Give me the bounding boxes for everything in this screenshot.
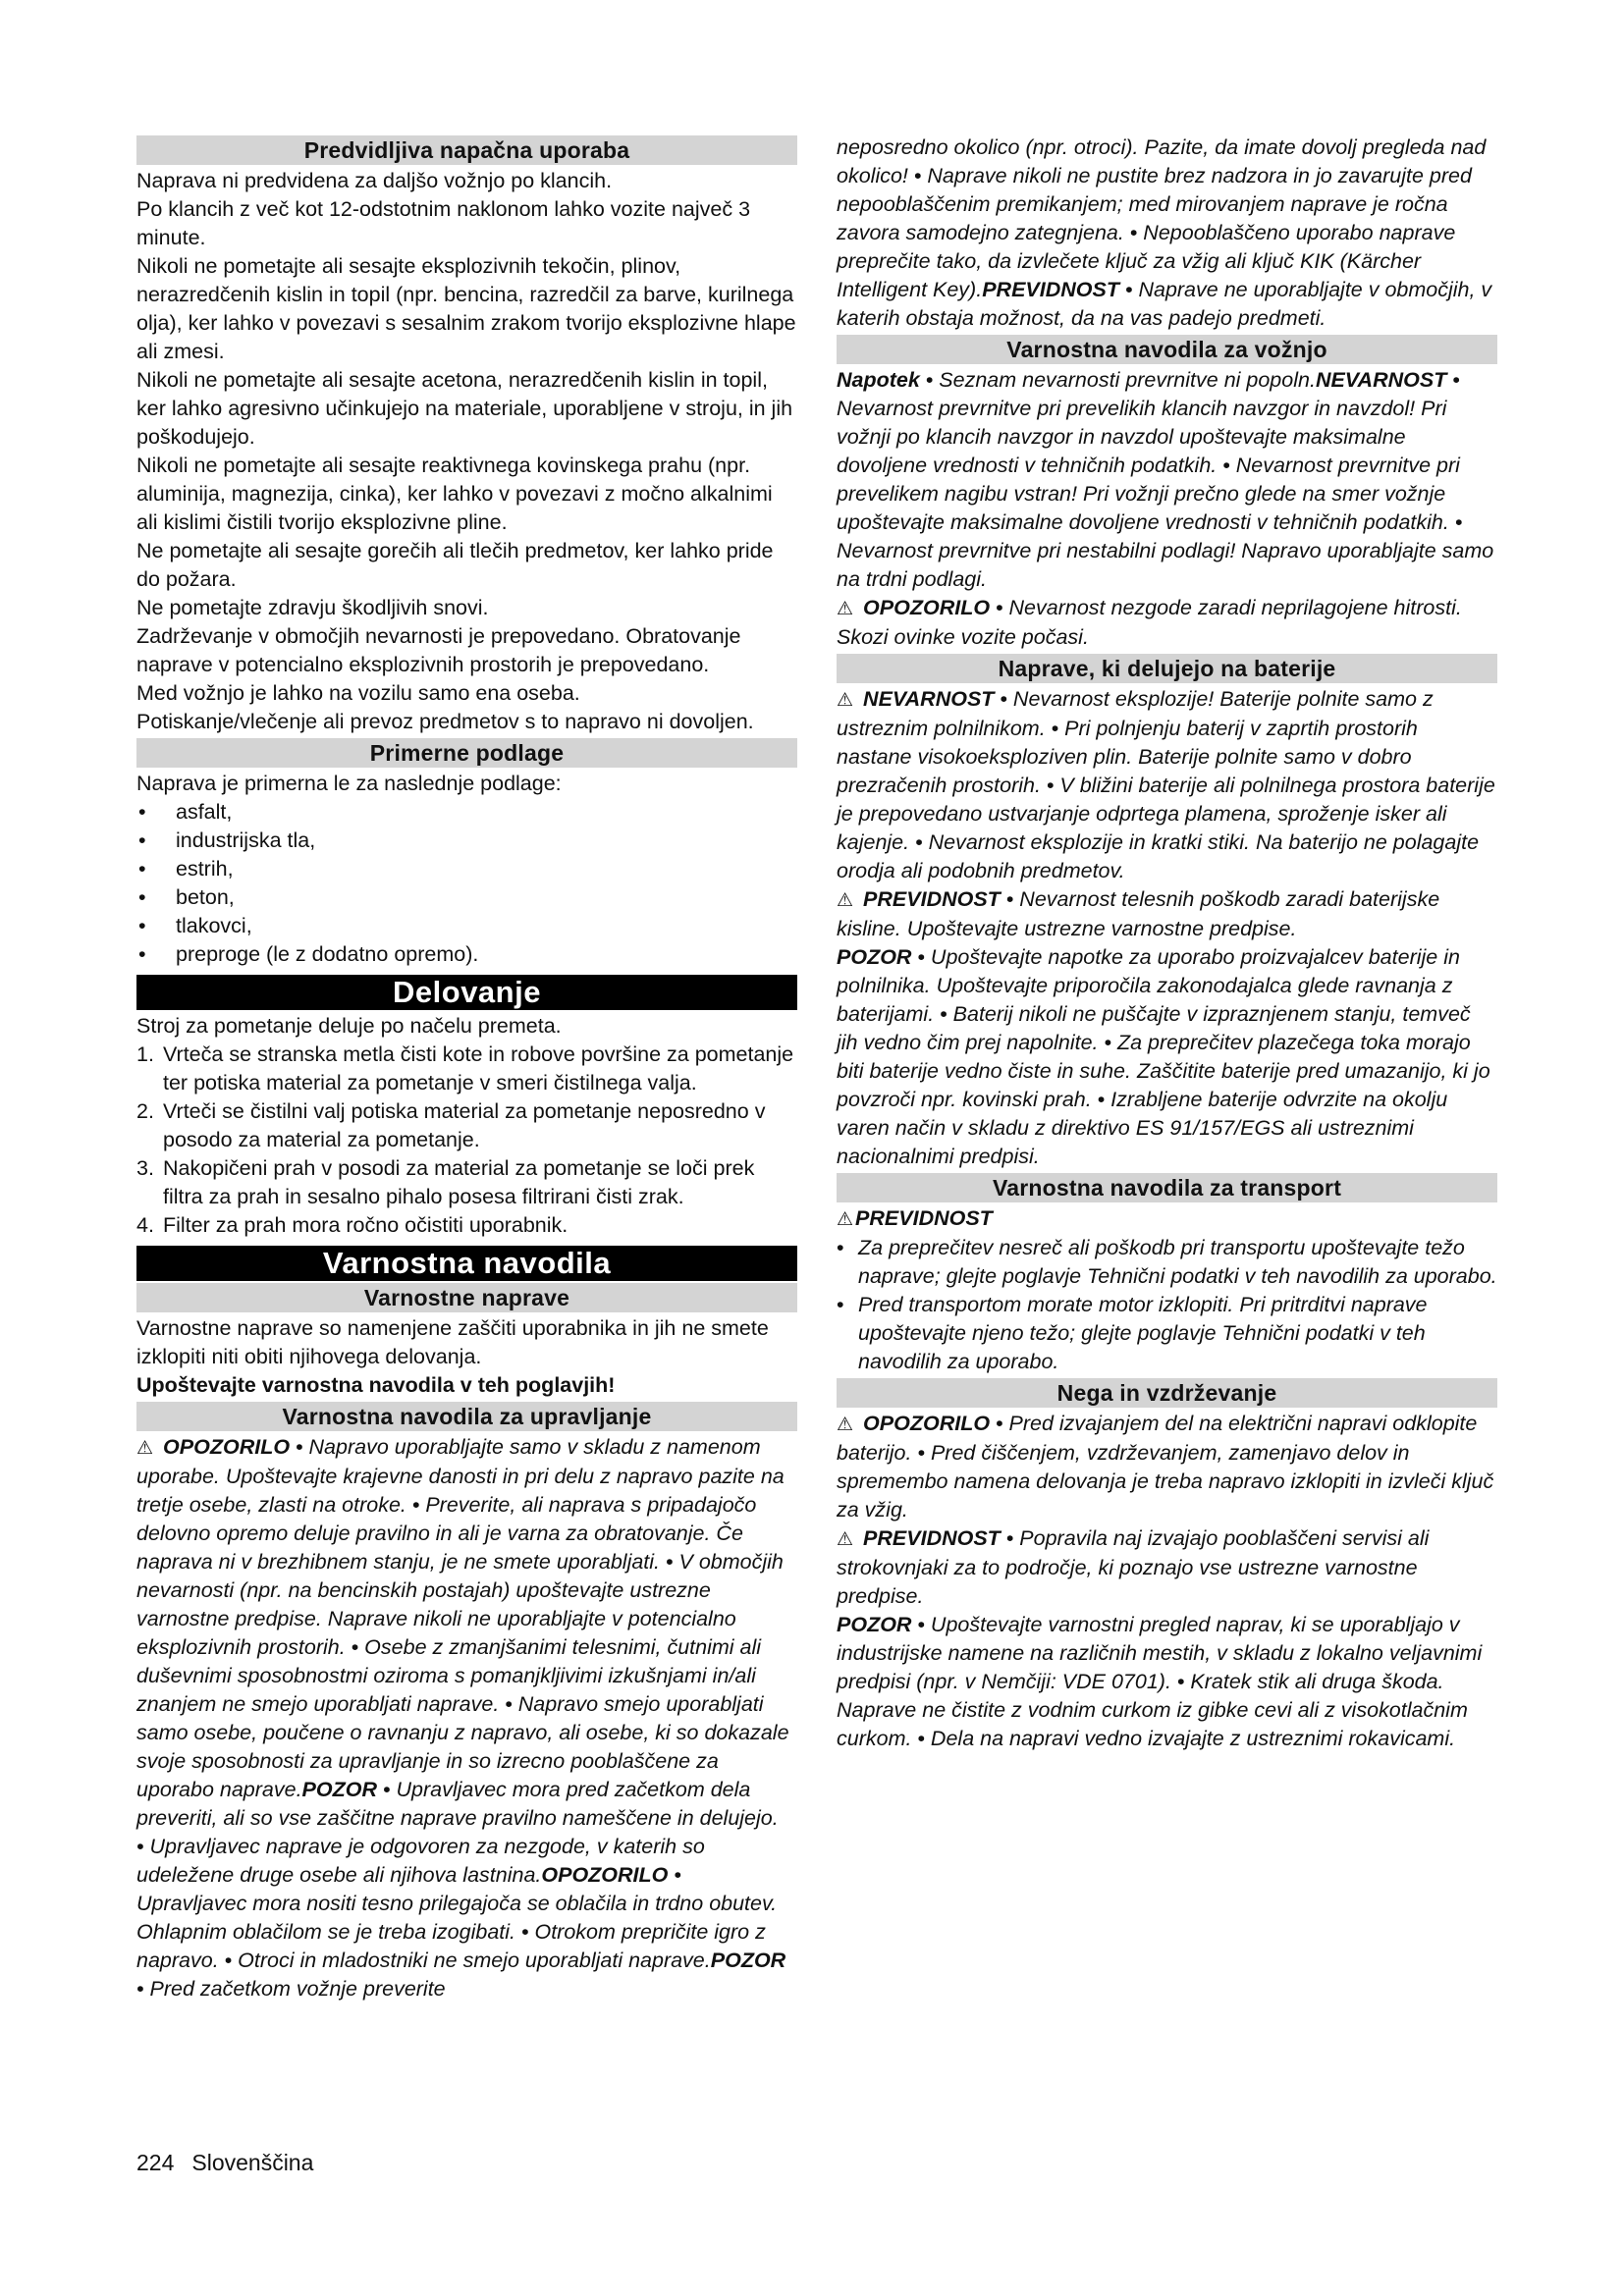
operation-safety-text-2 [136, 1833, 797, 2003]
caution-text: • Popravila naj izvajajo pooblaščeni servisi ali strokovnjaki za to področje, ki poznajo vse ustrezne varnostne predpise. [837, 1526, 1430, 1608]
step-text: Nakopičeni prah v posodi za material za pometanje se loči prek filtra za prah in sesalno pihalo posesa filtrirani čisti zrak. [163, 1156, 755, 1208]
transport-caution-heading [837, 1204, 1497, 1234]
warning-text: • Nevarnost nezgode zaradi neprilagojene hitrosti. Skozi ovinke vozite počasi. [837, 596, 1462, 649]
misuse-paragraphs [136, 167, 797, 736]
continued-paragraph: neposredno okolico (npr. otroci). Pazite, da imate dovolj pregleda nad okolico! • Naprave nikoli ne pustite brez nadzora in jo zavarujte pred nepooblaščenim premikanjem; med mirovanjem naprave je ročna zavora samodejno zategnjena. • Nepooblaščeno uporabo naprave preprečite tako, da izvlečete ključ za vžig ali ključ KIK (Kärcher Intelligent Key). [837, 135, 1487, 301]
paragraph: Nikoli ne pometajte ali sesajte reaktivnega kovinskega prahu (npr. aluminija, magnezija, cinka), ker lahko v povezavi z močno alkalnimi ali kislimi čistili tvorijo eksplozivne pline. [136, 454, 773, 534]
responsibility-text: • Upravljavec naprave je odgovoren za nezgode, v katerih so udeležene druge osebe ali njihova lastnina. [136, 1835, 705, 1887]
paragraph: Nikoli ne pometajte ali sesajte eksplozivnih tekočin, plinov, nerazredčenih kislin in topil (npr. bencina, razredčil za barve, kurilnega olja), ker lahko v povezavi s sesalnim zrakom tvorijo eksplozivne hlape ali zmesi. [136, 254, 796, 363]
note-text: • Seznam nevarnosti prevrnitve ni popoln. [919, 368, 1316, 392]
heading-varnostna-navodila: Varnostna navodila [136, 1246, 797, 1281]
caution-text: • Naprave ne uporabljajte v območjih, v katerih obstaja možnost, da na vas padejo predmeti. [837, 278, 1492, 330]
heading-varnostna-navodila-za-upravljanje: Varnostna navodila za upravljanje [136, 1402, 797, 1431]
continued-text [837, 133, 1497, 333]
maintenance-attention [837, 1611, 1497, 1753]
step-text: Vrteča se stranska metla čisti kote in robove površine za pometanje ter potiska material za pometanje v smeri čistilnega valja. [163, 1042, 794, 1095]
surfaces-intro: Naprava je primerna le za naslednje podlage: [136, 772, 562, 795]
list-item [136, 1097, 797, 1154]
page-footer [136, 2150, 331, 2176]
paragraph: Ne pometajte ali sesajte gorečih ali tlečih predmetov, ker lahko pride do požara. [136, 539, 774, 591]
battery-attention [837, 943, 1497, 1171]
attention-text: • Upoštevajte varnostni pregled naprav, ki se uporabljajo v industrijske namene na različnih mestih, v skladu z lokalno veljavnimi predpisi (npr. v Nemčiji: VDE 0701). • Kratek stik ali druga škoda. Naprave ne čistite z vodnim curkom iz gibke cevi ali z visokotlačnim curkom. • Dela na napravi vedno izvajajte z ustreznimi rokavicami. [837, 1613, 1483, 1750]
paragraph: Med vožnjo je lahko na vozilu samo ena oseba. [136, 681, 580, 705]
list-item: • industrijska tla, [136, 827, 797, 855]
warning-label: OPOZORILO [541, 1863, 669, 1887]
step-text: Vrteči se čistilni valj potiska material za pometanje neposredno v posodo za material za pometanje. [163, 1099, 766, 1151]
note-label: Napotek [837, 368, 920, 392]
right-column [837, 133, 1497, 1753]
paragraph: Po klancih z več kot 12-odstotnim naklonom lahko vozite največ 3 minute. [136, 197, 751, 249]
transport-list [837, 1234, 1497, 1376]
list-item [136, 1154, 797, 1211]
paragraph: Zadrževanje v območjih nevarnosti je prepovedano. Obratovanje naprave v potencialno eksplozivnih prostorih je prepovedano. [136, 624, 741, 676]
list-item: • asfalt, [136, 798, 797, 827]
caution-text: • Upravljavec mora pred začetkom dela preveriti, ali so vse zaščitne naprave pravilno nameščene in delujejo. [136, 1778, 779, 1830]
list-item: • estrih, [136, 855, 797, 883]
warning-label: ⚠ OPOZORILO [837, 596, 990, 619]
caution-text: • Nevarnost telesnih poškodb zaradi baterijske kisline. Upoštevajte ustrezne varnostne predpise. [837, 887, 1440, 940]
paragraph: Naprava ni predvidena za daljšo vožnjo po klancih. [136, 169, 613, 192]
caution-label: POZOR [301, 1778, 377, 1801]
list-item: • Pred transportom morate motor izklopiti. Pri pritrditvi naprave upoštevajte njeno težo; glejte poglavje Tehnični podatki v teh navodilih za uporabo. [837, 1291, 1497, 1376]
language-label: Slovenščina [191, 2150, 314, 2175]
operation-safety-text [136, 1433, 797, 1833]
step-number: 1. [136, 1042, 154, 1066]
heading-varnostne-naprave: Varnostne naprave [136, 1283, 797, 1312]
warning-text: • Pred izvajanjem del na električni napravi odklopite baterijo. • Pred čiščenjem, vzdrževanjem, zamenjavo delov in spremembo namena delovanja je treba napravo izklopiti in izvleči ključ za vžig. [837, 1412, 1494, 1522]
operation-steps [136, 1041, 797, 1240]
heading-varnostna-navodila-za-voznjo: Varnostna navodila za vožnjo [837, 335, 1497, 364]
safety-devices-text: Varnostne naprave so namenjene zaščiti uporabnika in jih ne smete izklopiti niti obiti njihovega delovanja. [136, 1316, 769, 1368]
heading-predvidljiva-napacna-uporaba: Predvidljiva napačna uporaba [136, 135, 797, 165]
paragraph: Potiskanje/vlečenje ali prevoz predmetov s to napravo ni dovoljen. [136, 710, 754, 733]
safety-devices-note: Upoštevajte varnostna navodila v teh poglavjih! [136, 1373, 616, 1397]
maintenance-warning [837, 1410, 1497, 1524]
heading-varnostna-navodila-za-transport: Varnostna navodila za transport [837, 1173, 1497, 1202]
heading-naprave-na-baterije: Naprave, ki delujejo na baterije [837, 654, 1497, 683]
danger-label: ⚠ NEVARNOST [837, 687, 994, 711]
paragraph: Nikoli ne pometajte ali sesajte acetona, nerazredčenih kislin in topil, ker lahko agresivno učinkujejo na materiale, uporabljene v stroju, in jih poškodujejo. [136, 368, 793, 449]
step-text: Filter za prah mora ročno očistiti uporabnik. [163, 1213, 568, 1237]
list-item: • Za preprečitev nesreč ali poškodb pri transportu upoštevajte težo naprave; glejte poglavje Tehnični podatki v teh navodilih za uporabo. [837, 1234, 1497, 1291]
maintenance-caution [837, 1524, 1497, 1611]
danger-text: • Nevarnost prevrnitve pri prevelikih klancih navzgor in navzdol! Pri vožnji po klancih navzgor in navzdol upoštevajte maksimalne dovoljene vrednosti v tehničnih podatkih. • Nevarnost prevrnitve pri prevelikem nagibu vstran! Pri vožnji prečno glede na smer vožnje upoštevajte maksimalne dovoljene vrednosti v tehničnih podatkih. • Nevarnost prevrnitve pri nestabilni podlagi! Napravo uporabljajte samo na trdni podlagi. [837, 368, 1494, 591]
list-item [136, 1211, 797, 1240]
paragraph: Ne pometajte zdravju škodljivih snovi. [136, 596, 489, 619]
caution-label: ⚠ PREVIDNOST [837, 1206, 993, 1230]
surfaces-list [136, 798, 797, 969]
list-item: • beton, [136, 883, 797, 912]
step-number: 2. [136, 1099, 154, 1123]
danger-text: • Nevarnost eksplozije! Baterije polnite samo z ustreznim polnilnikom. • Pri polnjenju baterij v zaprtih prostorih nastane visokoeksploziven plin. Baterije polnite samo v dobro prezračenih prostorih. • V bližini baterije ali polnilnega prostora baterije je prepovedano ustvarjanje odprtega plamena, sproženje isker ali kajenje. • Nevarnost eksplozije in kratki stiki. Na baterijo ne polagajte orodja ali podobnih predmetov. [837, 687, 1495, 882]
attention-label: POZOR [837, 945, 912, 969]
heading-delovanje: Delovanje [136, 975, 797, 1010]
caution-label: ⚠ PREVIDNOST [837, 887, 1001, 911]
caution-label: PREVIDNOST [982, 278, 1119, 301]
list-item: • tlakovci, [136, 912, 797, 940]
list-item [136, 1041, 797, 1097]
warning-label: ⚠ OPOZORILO [136, 1435, 290, 1459]
caution-label: POZOR [710, 1949, 786, 1972]
step-number: 4. [136, 1213, 154, 1237]
heading-nega-in-vzdrzevanje: Nega in vzdrževanje [837, 1378, 1497, 1408]
heading-primerne-podlage: Primerne podlage [136, 738, 797, 768]
list-item: • preproge (le z dodatno opremo). [136, 940, 797, 969]
warning-label: ⚠ OPOZORILO [837, 1412, 990, 1435]
danger-label: NEVARNOST [1315, 368, 1447, 392]
attention-text: • Upoštevajte napotke za uporabo proizvajalcev baterije in polnilnika. Upoštevajte priporočila zakonodajalca glede ravnanja z baterijami. • Baterij nikoli ne puščajte v izpraznjenem stanju, temveč jih vedno čim prej napolnite. • Za preprečitev plazečega toka morajo biti baterije vedno čiste in suhe. Zaščitite baterije pred umazanijo, ki jo povzroči npr. kovinski prah. • Izrabljene baterije odvrzite na okolju varen način v skladu z direktivo ES 91/157/EGS ali ustreznimi nacionalnimi predpisi. [837, 945, 1490, 1168]
caution-text: • Pred začetkom vožnje preverite [136, 1977, 446, 2001]
step-number: 3. [136, 1156, 154, 1180]
attention-label: POZOR [837, 1613, 912, 1636]
battery-danger [837, 685, 1497, 885]
page-number: 224 [136, 2150, 175, 2175]
warning-text: • Napravo uporabljajte samo v skladu z namenom uporabe. Upoštevajte krajevne danosti in pri delu z napravo pazite na tretje osebe, zlasti na otroke. • Preverite, ali naprava s pripadajočo delovno opremo deluje pravilno in ali je varna za obratovanje. Če naprava ni v brezhibnem stanju, je ne smete uporabljati. • V območjih nevarnosti (npr. na bencinskih postajah) upoštevajte ustrezne varnostne predpise. Naprave nikoli ne uporabljajte v potencialno eksplozivnih prostorih. • Osebe z zmanjšanimi telesnimi, čutnimi ali duševnimi sposobnostmi oziroma s pomanjkljivimi izkušnjami in/ali znanjem ne smejo uporabljati naprave. • Napravo smejo uporabljati samo osebe, poučene o ravnanju z napravo, ali osebe, ki so dokazale svoje sposobnosti za upravljanje in so izrecno pooblaščene za uporabo naprave. [136, 1435, 789, 1801]
warning-text: • Upravljavec mora nositi tesno prilegajoča se oblačila in trdno obutev. Ohlapnim oblačilom se je treba izogibati. • Otrokom prepričite igro z napravo. • Otroci in mladostniki ne smejo uporabljati naprave. [136, 1863, 778, 1972]
battery-caution [837, 885, 1497, 943]
driving-safety-text [837, 366, 1497, 594]
driving-warning [837, 594, 1497, 652]
caution-label: ⚠ PREVIDNOST [837, 1526, 1001, 1550]
operation-intro: Stroj za pometanje deluje po načelu premeta. [136, 1014, 562, 1038]
left-column [136, 133, 797, 2003]
